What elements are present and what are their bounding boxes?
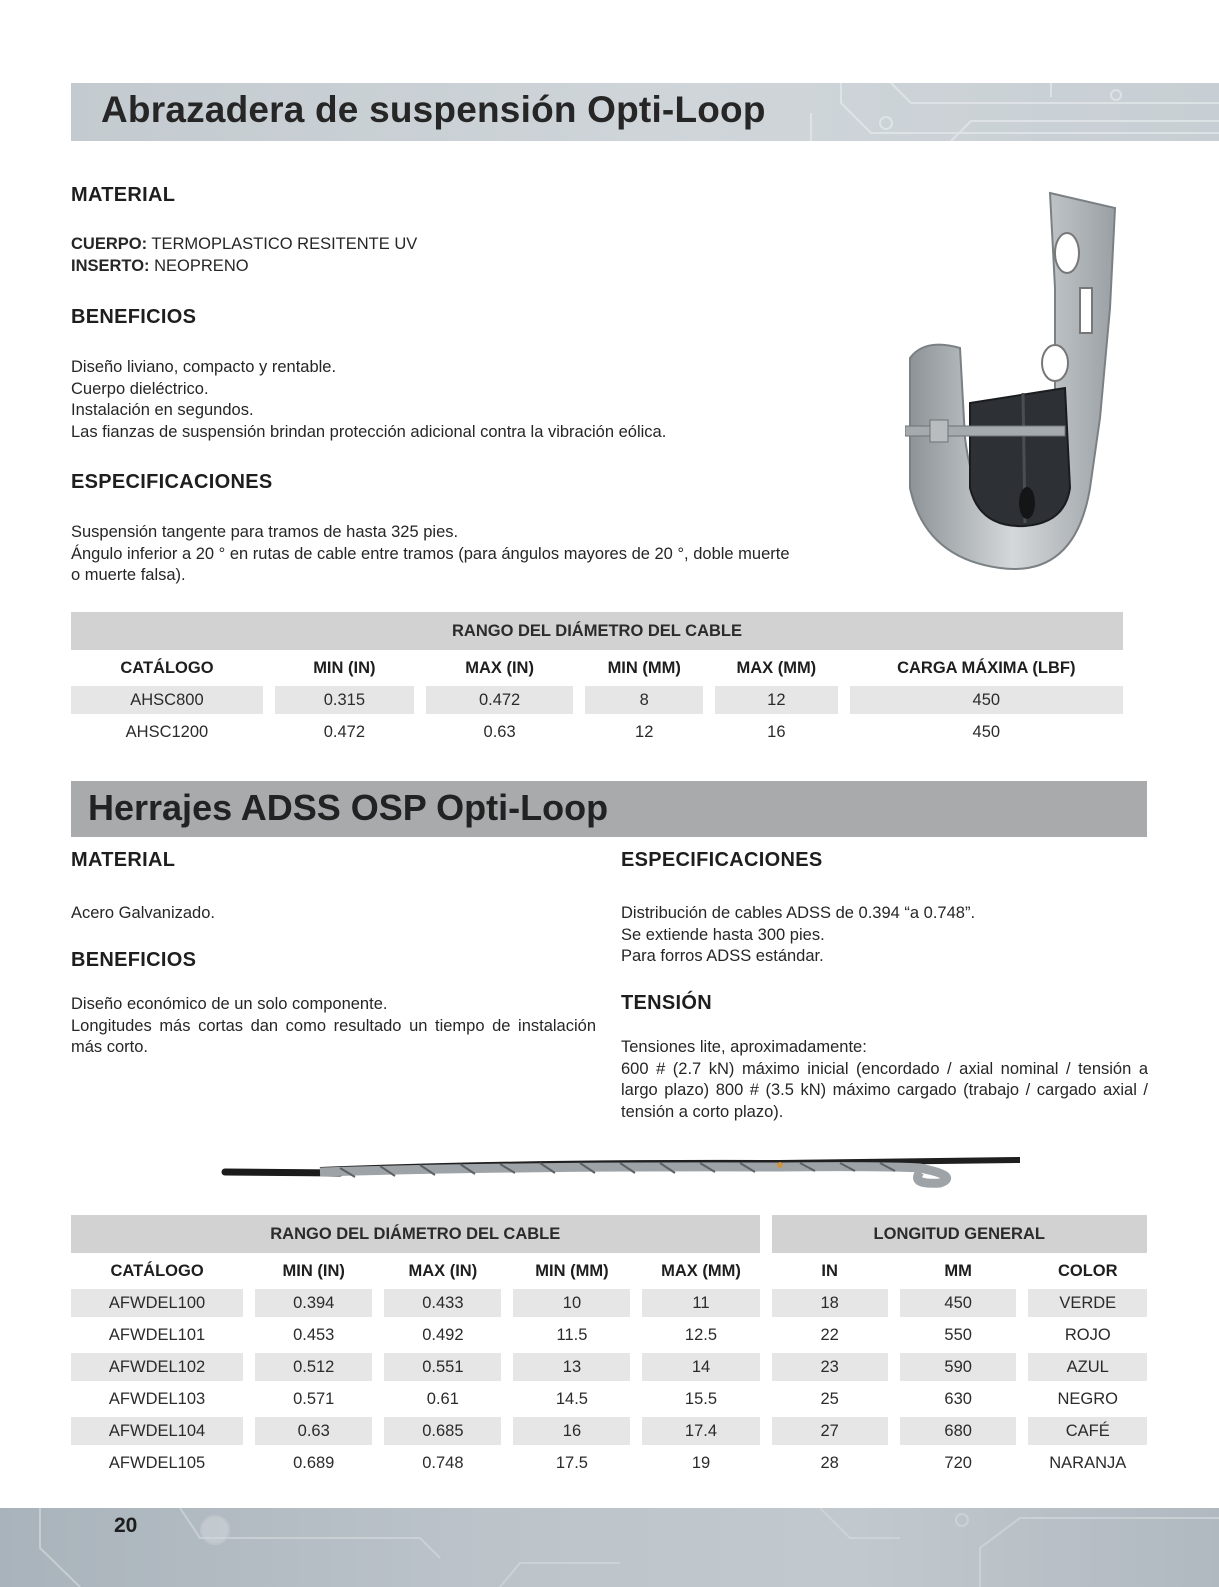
material-body	[71, 234, 417, 277]
table-header: CATÁLOGO	[110, 1261, 204, 1280]
table-cell: 630	[944, 1389, 972, 1408]
table-row	[71, 1385, 1147, 1413]
section2-title: Herrajes ADSS OSP Opti-Loop	[88, 787, 609, 828]
especificacion-item: Para forros ADSS estándar.	[621, 947, 824, 965]
table-cell: AHSC1200	[125, 722, 209, 741]
table-header: MIN (IN)	[313, 658, 376, 677]
table-cell: 0.748	[422, 1453, 464, 1472]
table-row	[71, 1417, 1147, 1445]
table-cell: 19	[691, 1453, 711, 1472]
page-footer	[0, 1508, 1219, 1587]
table-header: COLOR	[1057, 1261, 1118, 1280]
especificacion-item: Suspensión tangente para tramos de hasta 325 pies.	[71, 523, 459, 541]
especificaciones-list	[71, 522, 790, 587]
table-cell: ROJO	[1064, 1325, 1111, 1344]
table-cell: 18	[772, 1289, 888, 1317]
beneficios-heading-2: BENEFICIOS	[71, 949, 197, 971]
beneficio-item: Longitudes más cortas dan como resultado un tiempo de instalación más corto.	[71, 1016, 596, 1056]
material-heading-2: MATERIAL	[71, 849, 176, 871]
table-cell: 16	[767, 722, 786, 741]
table-row	[71, 686, 1123, 714]
table-cell: 0.492	[422, 1325, 464, 1344]
table-cell: 0.551	[384, 1353, 501, 1381]
table-cell: 590	[900, 1353, 1017, 1381]
table-cell: 0.63	[483, 722, 516, 741]
table-cell: 0.689	[293, 1453, 335, 1472]
especificaciones-heading-2: ESPECIFICACIONES	[621, 849, 823, 871]
table-cell: 10	[513, 1289, 630, 1317]
table-cell: AFWDEL104	[71, 1417, 243, 1445]
table-header: MAX (IN)	[408, 1261, 478, 1280]
especificacion-item: Distribución de cables ADSS de 0.394 “a 0.748”.	[621, 904, 976, 922]
table-header: MAX (MM)	[736, 658, 817, 677]
table-cell: 0.472	[426, 686, 574, 714]
section2-banner	[71, 781, 1147, 837]
table-cell: 0.571	[293, 1389, 335, 1408]
table-row	[71, 1449, 1147, 1477]
table-header: MIN (MM)	[607, 658, 681, 677]
especificacion-item: Ángulo inferior a 20 ° en rutas de cable entre tramos (para ángulos mayores de 20 °, doble muerte	[71, 544, 790, 563]
cuerpo-label: CUERPO:	[71, 235, 148, 253]
adss-dead-end-image	[220, 1148, 1030, 1193]
table-cell: 720	[944, 1453, 972, 1472]
section1-table	[59, 608, 1135, 750]
section2-table	[59, 1211, 1159, 1481]
section1-title: Abrazadera de suspensión Opti-Loop	[101, 89, 766, 130]
table-cell: 28	[820, 1453, 839, 1472]
table-cell: 27	[772, 1417, 888, 1445]
table-cell: 450	[900, 1289, 1017, 1317]
beneficio-item: Cuerpo dieléctrico.	[71, 379, 209, 398]
table-cell: 14	[642, 1353, 759, 1381]
table-cell: 0.63	[255, 1417, 372, 1445]
table-cell: AFWDEL102	[71, 1353, 243, 1381]
beneficio-item: Diseño económico de un solo componente.	[71, 995, 388, 1013]
table-cell: AFWDEL101	[108, 1325, 206, 1344]
table-cell: AHSC800	[71, 686, 263, 714]
table-cell: AFWDEL100	[71, 1289, 243, 1317]
beneficio-item: Las fianzas de suspensión brindan protección adicional contra la vibración eólica.	[71, 422, 667, 441]
table-cell: NEGRO	[1057, 1389, 1118, 1408]
table-cell: VERDE	[1028, 1289, 1147, 1317]
table-cell: 0.394	[255, 1289, 372, 1317]
table-cell: 0.433	[384, 1289, 501, 1317]
beneficio-item: Instalación en segundos.	[71, 401, 254, 419]
table-header: MAX (IN)	[465, 658, 534, 677]
table-row	[71, 718, 1123, 746]
table-header: MAX (MM)	[661, 1261, 741, 1280]
table-header: CARGA MÁXIMA (LBF)	[897, 658, 1076, 677]
table-cell: 25	[820, 1389, 839, 1408]
table-cell: 15.5	[684, 1389, 718, 1408]
table-cell: 22	[820, 1325, 839, 1344]
section1-banner	[71, 83, 1219, 141]
table-cell: 12	[715, 686, 838, 714]
especificaciones-heading: ESPECIFICACIONES	[71, 471, 273, 493]
table-cell: 0.685	[384, 1417, 501, 1445]
table-cell: 0.315	[275, 686, 414, 714]
table-cell: 11	[642, 1289, 759, 1317]
page-number: 20	[114, 1514, 138, 1537]
cuerpo-value: TERMOPLASTICO RESITENTE UV	[147, 235, 418, 253]
inserto-label: INSERTO:	[71, 256, 150, 275]
cuerpo-line	[71, 234, 417, 256]
table-cell: 450	[850, 686, 1123, 714]
tension-line: 600 # (2.7 kN) máximo inicial (encordado / axial nominal / tensión a largo plazo) 800 # (3.5 kN) máximo cargado (trabajo / cargado axial / tensión a corto plazo).	[621, 1059, 1148, 1121]
table-row	[71, 1353, 1147, 1381]
table-cell: 0.512	[255, 1353, 372, 1381]
beneficios-list	[71, 357, 666, 443]
table-row	[71, 1321, 1147, 1349]
table-row	[71, 1289, 1147, 1317]
circuit-decoration	[0, 1508, 1219, 1587]
table-cell: 17.4	[642, 1417, 759, 1445]
inserto-value: NEOPRENO	[149, 256, 249, 275]
table-caption: RANGO DEL DIÁMETRO DEL CABLE	[71, 612, 1123, 650]
tension-body	[621, 1037, 1148, 1123]
beneficio-item: Diseño liviano, compacto y rentable.	[71, 358, 337, 376]
suspension-clamp-image	[905, 188, 1155, 588]
table-cell: 23	[772, 1353, 888, 1381]
table-caption-right: LONGITUD GENERAL	[772, 1215, 1147, 1253]
table-cell: 13	[513, 1353, 630, 1381]
table-cell: 680	[900, 1417, 1017, 1445]
table-cell: AFWDEL103	[108, 1389, 206, 1408]
table-cell: 550	[944, 1325, 972, 1344]
table-cell: 12.5	[684, 1325, 718, 1344]
table-header: MIN (MM)	[535, 1261, 609, 1280]
table-cell: 16	[513, 1417, 630, 1445]
especificacion-item: Se extiende hasta 300 pies.	[621, 925, 825, 944]
tension-heading: TENSIÓN	[621, 992, 712, 1014]
inserto-line	[71, 256, 417, 278]
table-cell: 0.472	[323, 722, 365, 741]
table-caption-left: RANGO DEL DIÁMETRO DEL CABLE	[71, 1215, 760, 1253]
beneficios-heading: BENEFICIOS	[71, 306, 197, 328]
table-cell: 8	[585, 686, 703, 714]
material-heading: MATERIAL	[71, 184, 176, 206]
table-header: MIN (IN)	[282, 1261, 345, 1280]
especificacion-item: o muerte falsa).	[71, 566, 186, 584]
table-cell: CAFÉ	[1028, 1417, 1147, 1445]
table-cell: AFWDEL105	[108, 1453, 206, 1472]
table-cell: AZUL	[1028, 1353, 1147, 1381]
table-cell: NARANJA	[1049, 1453, 1127, 1472]
table-header: MM	[944, 1261, 972, 1280]
table-header: CATÁLOGO	[120, 658, 214, 677]
material-text-2: Acero Galvanizado.	[71, 904, 215, 922]
table-cell: 11.5	[556, 1325, 588, 1344]
tension-line: Tensiones lite, aproximadamente:	[621, 1038, 867, 1056]
table-cell: 0.61	[426, 1389, 459, 1408]
table-cell: 14.5	[555, 1389, 588, 1408]
table-cell: 0.453	[293, 1325, 335, 1344]
especificaciones-list-2	[621, 903, 975, 968]
beneficios-body-2	[71, 994, 596, 1059]
table-header: IN	[821, 1261, 838, 1280]
table-cell: 12	[635, 722, 654, 741]
table-cell: 17.5	[555, 1453, 588, 1472]
table-cell: 450	[972, 722, 1001, 741]
